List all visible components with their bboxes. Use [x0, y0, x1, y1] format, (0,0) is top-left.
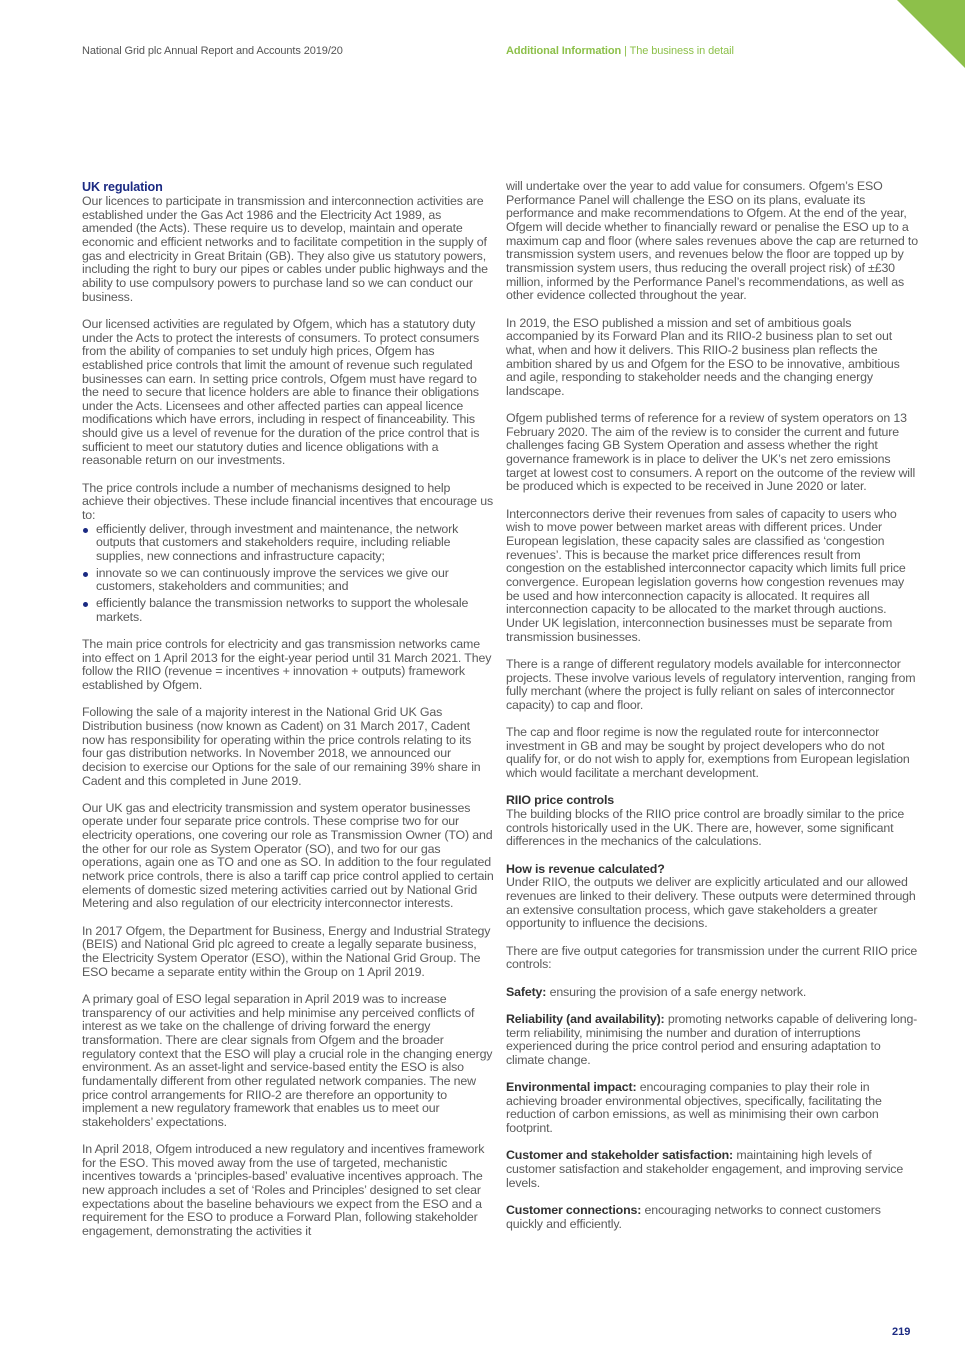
- section-heading-uk-regulation: UK regulation: [82, 180, 163, 194]
- paragraph: In April 2018, Ofgem introduced a new regulatory and incentives framework for the ESO. This moved away from the use of targeted, mechanistic incentives towards a ‘principles-based’ evaluative incentives approach. The new approach includes a set of ‘Roles and Principles’ designed to set clear expectations about the baseline behaviours we expect from the ESO and a requirement for the ESO to produce a Forward Plan, following stakeholder engagement, demonstrating the activities it: [82, 1142, 485, 1239]
- report-title: National Grid plc Annual Report and Accounts 2019/20: [82, 45, 343, 57]
- paragraph: In 2017 Ofgem, the Department for Business, Energy and Industrial Strategy (BEIS) and National Grid plc agreed to create a legally separate business, the Electricity System Operator (ESO), within the National Grid Group. The ESO became a separate entity within the Group on 1 April 2019.: [82, 923, 491, 979]
- incentives-list: [82, 523, 494, 625]
- section-breadcrumb: [506, 45, 734, 57]
- paragraph: will undertake over the year to add value for consumers. Ofgem’s ESO Performance Panel will challenge the ESO on its plans, evaluate its performance and make recommendations to Ofgem. At the end of the year, Ofgem will decide whether to financially reward or penalise the ESO up to a maximum cap and floor (where sales revenues above the cap are returned to transmission system users, and revenues below the floor are topped up by transmission system users, thus reducing the overall project risk) of ±£30 million, informed by the Performance Panel’s recommendations, as well as other evidence collected throughout the year.: [506, 179, 918, 303]
- list-item: [82, 597, 494, 624]
- paragraph: Under RIIO, the outputs we deliver are explicitly articulated and our allowed revenues are linked to their delivery. These outputs were determined through an extensive consultation process, which gave stakeholders a greater opportunity to influence the decisions.: [506, 875, 916, 931]
- list-item-text: innovate so we can continuously improve the services we give our customers, stakeholders and communities; and: [96, 565, 449, 594]
- category-text: ensuring the provision of a safe energy network.: [546, 984, 807, 999]
- corner-triangle-decoration: [897, 0, 965, 68]
- subheading-revenue-calculated: How is revenue calculated?: [506, 861, 665, 876]
- paragraph: The cap and floor regime is now the regulated route for interconnector investment in GB and may be sought by project developers who do not qualify for, or do not wish to apply for, exemptions from European legislation which would facilitate a merchant development.: [506, 725, 910, 781]
- paragraph: The price controls include a number of mechanisms designed to help achieve their objectives. These include financial incentives that encourage us to:: [82, 480, 493, 523]
- list-item: [82, 567, 494, 594]
- output-category: [506, 986, 918, 1000]
- list-item-text: efficiently balance the transmission networks to support the wholesale markets.: [96, 596, 469, 624]
- right-column: [506, 180, 918, 1245]
- output-category: [506, 1081, 918, 1136]
- list-item: [82, 523, 494, 564]
- breadcrumb-separator: |: [624, 45, 627, 57]
- output-category: [506, 1204, 918, 1231]
- paragraph: There is a range of different regulatory models available for interconnector projects. These involve various levels of regulatory intervention, ranging from fully merchant (where the project is fully reliant on sales of interconnector capacity) to cap and floor.: [506, 656, 916, 712]
- paragraph: Our licences to participate in transmission and interconnection activities are established under the Gas Act 1986 and the Electricity Act 1989, as amended (the Acts). These require us to develop, maintain and operate economic and efficient networks and to facilitate competition in the supply of gas and electricity in Great Britain (GB). They also give us statutory powers, including the right to bury our pipes or cables under public highways and the ability to use compulsory powers to purchase land so we can conduct our business.: [82, 194, 488, 304]
- paragraph: The main price controls for electricity and gas transmission networks came into effect on 1 April 2013 for the eight-year period until 31 March 2021. They follow the RIIO (revenue = incentives + innovation + outputs) framework established by Ofgem.: [82, 636, 492, 692]
- left-column: [82, 180, 494, 1252]
- category-label: Environmental impact:: [506, 1080, 637, 1095]
- paragraph: The building blocks of the RIIO price control are broadly similar to the price controls historically used in the UK. There are, however, some significant differences in the mechanics of the calculations.: [506, 807, 905, 849]
- category-text: maintaining high levels of customer satisfaction and stakeholder engagement, and improving service levels.: [506, 1148, 904, 1190]
- bullet-icon: [83, 528, 88, 533]
- category-label: Customer connections:: [506, 1203, 642, 1218]
- bullet-icon: [83, 602, 88, 607]
- bullet-icon: [83, 572, 88, 577]
- output-category: [506, 1013, 918, 1068]
- category-text: promoting networks capable of delivering long-term reliability, minimising the number and duration of interruptions experienced during the price control period and ensuring adaptation to climate change.: [506, 1011, 918, 1067]
- category-text: encouraging networks to connect customers quickly and efficiently.: [506, 1203, 881, 1231]
- list-item-text: efficiently deliver, through investment and maintenance, the network outputs that customers and stakeholders require, including reliable supplies, new connections and infrastructure capacity;: [96, 521, 459, 564]
- output-category: [506, 1149, 918, 1190]
- breadcrumb-section: Additional Information: [506, 45, 622, 57]
- paragraph: Our UK gas and electricity transmission and system operator businesses operate under four separate price controls. These comprise two for our electricity operations, one covering our role as Transmission Owner (TO) and the other for our role as System Operator (SO), and two for our gas operations, again one as TO and one as SO. In addition to the four regulated network price controls, there is also a tariff cap price control applied to certain elements of domestic sized metering activities carried out by National Grid Metering and also regulation of our electricity interconnector interests.: [82, 800, 494, 911]
- category-label: Reliability (and availability):: [506, 1011, 665, 1026]
- page-number: 219: [892, 1326, 911, 1338]
- breadcrumb-subsection: The business in detail: [629, 45, 734, 57]
- subheading-riio-price-controls: RIIO price controls: [506, 793, 615, 808]
- paragraph: There are five output categories for transmission under the current RIIO price controls:: [506, 943, 918, 972]
- paragraph: Ofgem published terms of reference for a review of system operators on 13 February 2020. The aim of the review is to consider the current and future challenges facing GB System Operation and assess whether the right governance framework is in place to deliver the UK’s net zero emissions target at lowest cost to consumers. A report on the outcome of the review will be produced which is expected to be received in June 2020 or later.: [506, 411, 916, 494]
- paragraph: Following the sale of a majority interest in the National Grid UK Gas Distribution business (now known as Cadent) on 31 March 2017, Cadent now has responsibility for operating within the price controls relating to its four gas distribution networks. In November 2018, we announced our decision to exercise our Options for the sale of our remaining 39% share in Cadent and this completed in June 2019.: [82, 705, 481, 788]
- category-label: Safety:: [506, 984, 547, 999]
- paragraph: A primary goal of ESO legal separation in April 2019 was to increase transparency of our activities and help minimise any perceived conflicts of interest as we take on the challenge of driving forward the energy transformation. There are clear signals from Ofgem and the broader regulatory context that the ESO will play a crucial role in the changing energy environment. As an asset-light and service-based entity the ESO is also fundamentally different from other regulated network companies. The new price control arrangements for RIIO-2 are therefore an opportunity to implement a new regulatory framework that enables us to meet our stakeholders’ expectations.: [82, 991, 493, 1129]
- category-text: encouraging companies to play their role in achieving broader environmental objectives, specifically, facilitating the reduction of carbon emissions, as well as minimising their own carbon footprint.: [506, 1080, 882, 1136]
- paragraph: Our licensed activities are regulated by Ofgem, which has a statutory duty under the Acts to protect the interests of consumers. To protect consumers from the ability of companies to set unduly high prices, Ofgem has established price controls that limit the amount of revenue such regulated businesses can earn. In setting price controls, Ofgem must have regard to the need to secure that licence holders are able to finance their obligations under the Acts. Licensees and other affected parties can appeal licence modifications which have errors, including in respect of financeability. This should give us a level of revenue for the duration of the price control that is sufficient to meet our statutory duties and licence obligations with a reasonable return on our investments.: [82, 316, 480, 468]
- category-label: Customer and stakeholder satisfaction:: [506, 1148, 734, 1163]
- paragraph: Interconnectors derive their revenues from sales of capacity to users who wish to move power between market areas with different prices. Under European legislation, these capacity sales are classified as ‘congestion revenues’. This is because the market price differences result from congestion on the established interconnector capacity which limits full price convergence. European legislation governs how congestion revenues may be used and how interconnection capacity is allocated. It requires all interconnection capacity to be allocated to the market through auctions. Under UK legislation, interconnection businesses must be separate from transmission businesses.: [506, 506, 906, 644]
- paragraph: In 2019, the ESO published a mission and set of ambitious goals accompanied by its Forward Plan and its RIIO-2 business plan to set out what, when and how it delivers. This RIIO-2 business plan reflects the ambition shared by us and Ofgem for the ESO to be innovative, ambitious and agile, responding to stakeholder needs and the changing energy landscape.: [506, 315, 900, 398]
